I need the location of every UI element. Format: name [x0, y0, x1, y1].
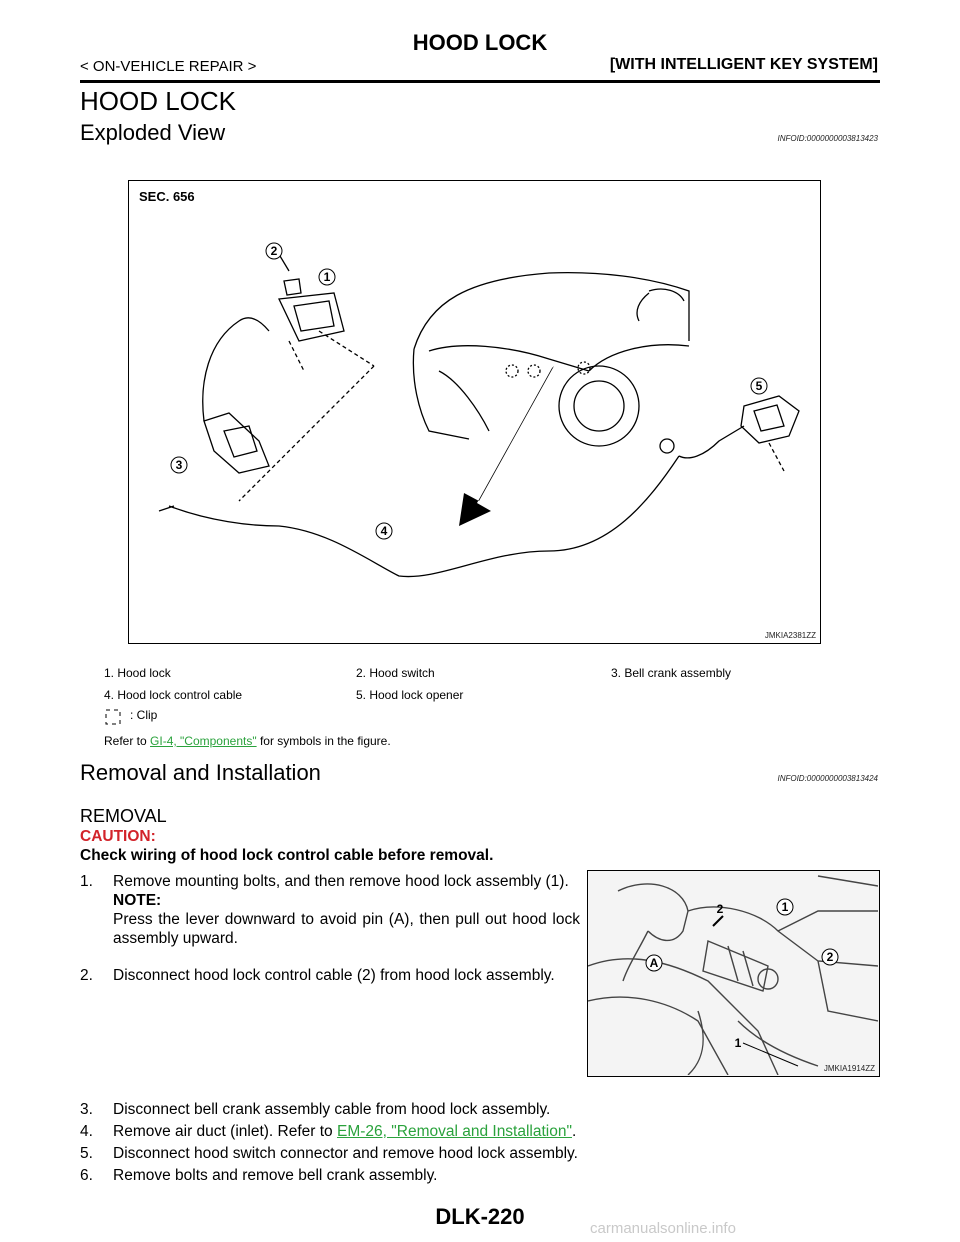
callout-5: 5	[755, 379, 763, 393]
caution-text: Check wiring of hood lock control cable before removal.	[80, 847, 494, 864]
header-section-label: < ON-VEHICLE REPAIR >	[80, 58, 257, 75]
step-1	[80, 872, 580, 948]
step-4-suffix: .	[572, 1123, 577, 1140]
removal-installation-heading: Removal and Installation	[80, 760, 321, 785]
legend-refer	[104, 734, 391, 748]
step-1-text: Remove mounting bolts, and then remove hood lock assembly (1).	[113, 873, 569, 890]
callout-3: 3	[175, 458, 183, 472]
figure-section-code: SEC. 656	[139, 189, 195, 204]
em-26-removal-installation-link[interactable]: EM-26, "Removal and Installation"	[336, 1123, 572, 1140]
step-6-text: Remove bolts and remove bell crank assembly.	[113, 1167, 438, 1184]
gi-4-components-link[interactable]: GI-4, "Components"	[150, 734, 257, 748]
photo-label-1-plain: 1	[734, 1036, 742, 1050]
removal-infoid: INFOID:0000000003813424	[777, 774, 878, 783]
legend-item-1: 1. Hood lock	[104, 666, 171, 680]
legend-clip: : Clip	[130, 708, 158, 722]
page-header-title: HOOD LOCK	[412, 30, 548, 55]
step-4-text: Remove air duct (inlet). Refer to	[113, 1123, 337, 1140]
step-4-number: 4.	[80, 1123, 93, 1140]
step-5-number: 5.	[80, 1145, 93, 1162]
step-6	[80, 1166, 880, 1185]
page-number: DLK-220	[435, 1204, 525, 1229]
removal-photo	[588, 871, 878, 1075]
photo-callout-2: 2	[826, 950, 834, 964]
callout-4: 4	[380, 524, 388, 538]
exploded-view-figure	[128, 180, 821, 644]
header-system-label: [WITH INTELLIGENT KEY SYSTEM]	[609, 56, 878, 73]
step-6-number: 6.	[80, 1167, 93, 1184]
refer-suffix: for symbols in the figure.	[256, 734, 391, 748]
figure-code: JMKIA2381ZZ	[764, 631, 816, 640]
legend-item-4: 4. Hood lock control cable	[104, 688, 243, 702]
photo-callout-1: 1	[781, 900, 789, 914]
step-2-number: 2.	[80, 967, 93, 984]
step-2-text: Disconnect hood lock control cable (2) from hood lock assembly.	[113, 967, 555, 984]
exploded-diagram	[129, 181, 819, 641]
legend-item-3: 3. Bell crank assembly	[611, 666, 732, 680]
step-1-note-label: NOTE:	[113, 892, 162, 909]
step-3	[80, 1100, 880, 1119]
step-1-number: 1.	[80, 873, 93, 890]
removal-subheading: REMOVAL	[80, 806, 167, 826]
step-3-text: Disconnect bell crank assembly cable from hood lock assembly.	[113, 1101, 551, 1118]
refer-prefix: Refer to	[104, 734, 151, 748]
step-3-number: 3.	[80, 1101, 93, 1118]
caution-label: CAUTION:	[80, 828, 156, 845]
step-5-text: Disconnect hood switch connector and remove hood lock assembly.	[113, 1145, 578, 1162]
photo-callout-a: A	[649, 956, 659, 970]
step-2	[80, 966, 580, 985]
step-1-note: Press the lever downward to avoid pin (A), then pull out hood lock assembly upward.	[113, 911, 580, 947]
removal-photo-figure	[587, 870, 880, 1077]
watermark: carmanualsonline.info	[590, 1220, 736, 1237]
callout-2: 2	[270, 244, 278, 258]
legend-item-2: 2. Hood switch	[356, 666, 435, 680]
step-5	[80, 1144, 880, 1163]
step-4	[80, 1122, 880, 1141]
legend-item-5: 5. Hood lock opener	[356, 688, 464, 702]
photo-code: JMKIA1914ZZ	[823, 1064, 875, 1073]
section-title: HOOD LOCK	[80, 86, 237, 116]
photo-label-2-plain: 2	[716, 902, 724, 916]
exploded-infoid: INFOID:0000000003813423	[777, 134, 878, 143]
exploded-view-heading: Exploded View	[80, 120, 226, 145]
header-rule	[80, 80, 880, 83]
callout-1: 1	[323, 270, 331, 284]
clip-symbol-icon	[104, 708, 122, 726]
